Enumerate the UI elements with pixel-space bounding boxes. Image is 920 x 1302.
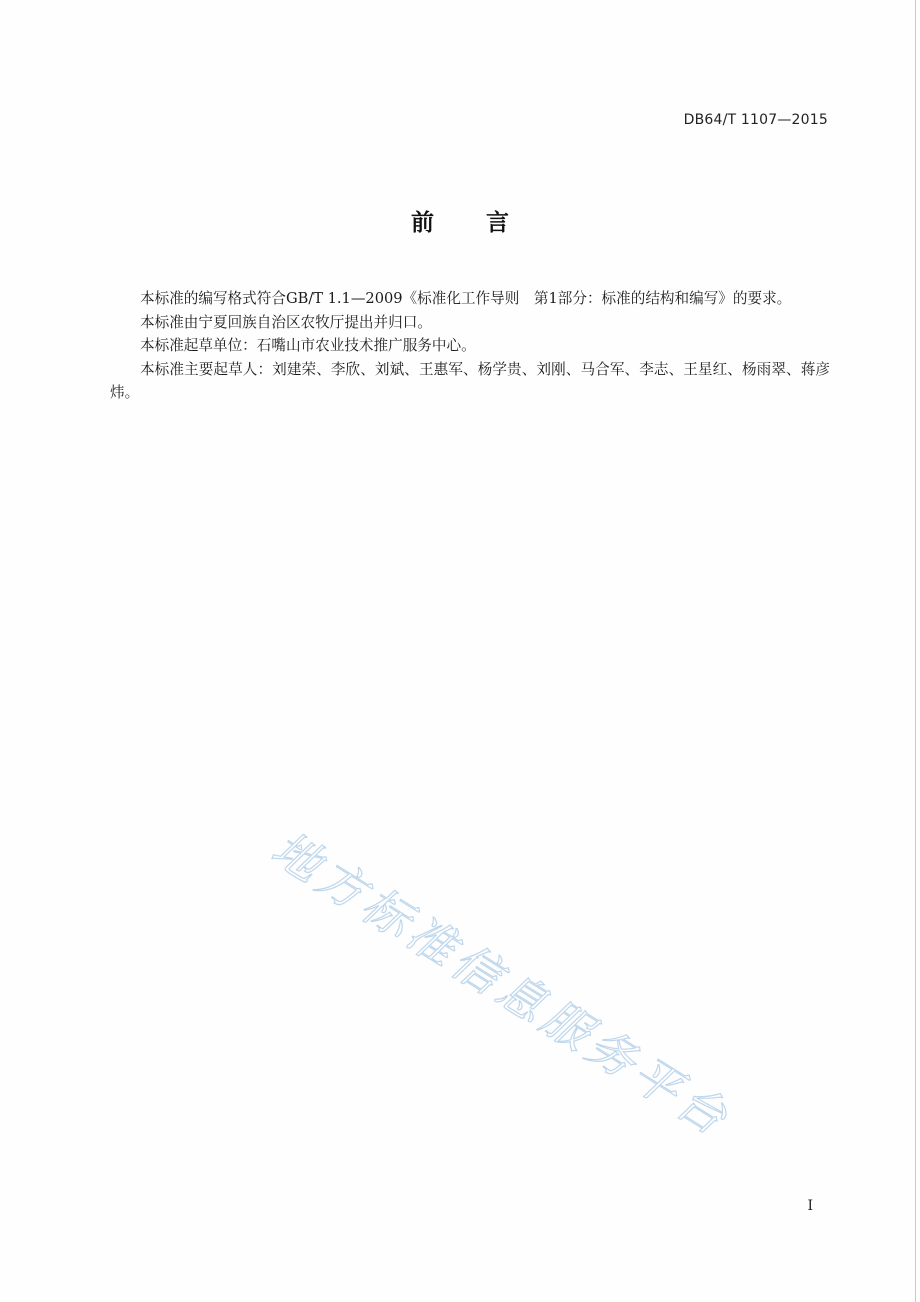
- paragraph-drafting-unit: 本标准起草单位：石嘴山市农业技术推广服务中心。: [140, 337, 476, 354]
- paragraph-proposer: 本标准由宁夏回族自治区农牧厅提出并归口。: [140, 313, 432, 331]
- page-edge-line: [915, 0, 916, 1302]
- page-title: 前 言: [410, 210, 531, 236]
- paragraph-drafters: 本标准主要起草人：刘建荣、李欣、刘斌、王惠军、杨学贵、刘刚、马合军、李志、王星红、杨雨翠、蒋彦炜。: [110, 360, 830, 401]
- document-code: DB64/T 1107—2015: [683, 112, 828, 128]
- paragraph-format: 本标准的编写格式符合GB/T 1.1—2009《标准化工作导则 第1部分：标准的结构和编写》的要求。: [140, 290, 792, 307]
- page-number: I: [807, 1198, 813, 1214]
- watermark: 地方标准信息服务平台: [261, 821, 741, 1149]
- body-text: [110, 287, 830, 405]
